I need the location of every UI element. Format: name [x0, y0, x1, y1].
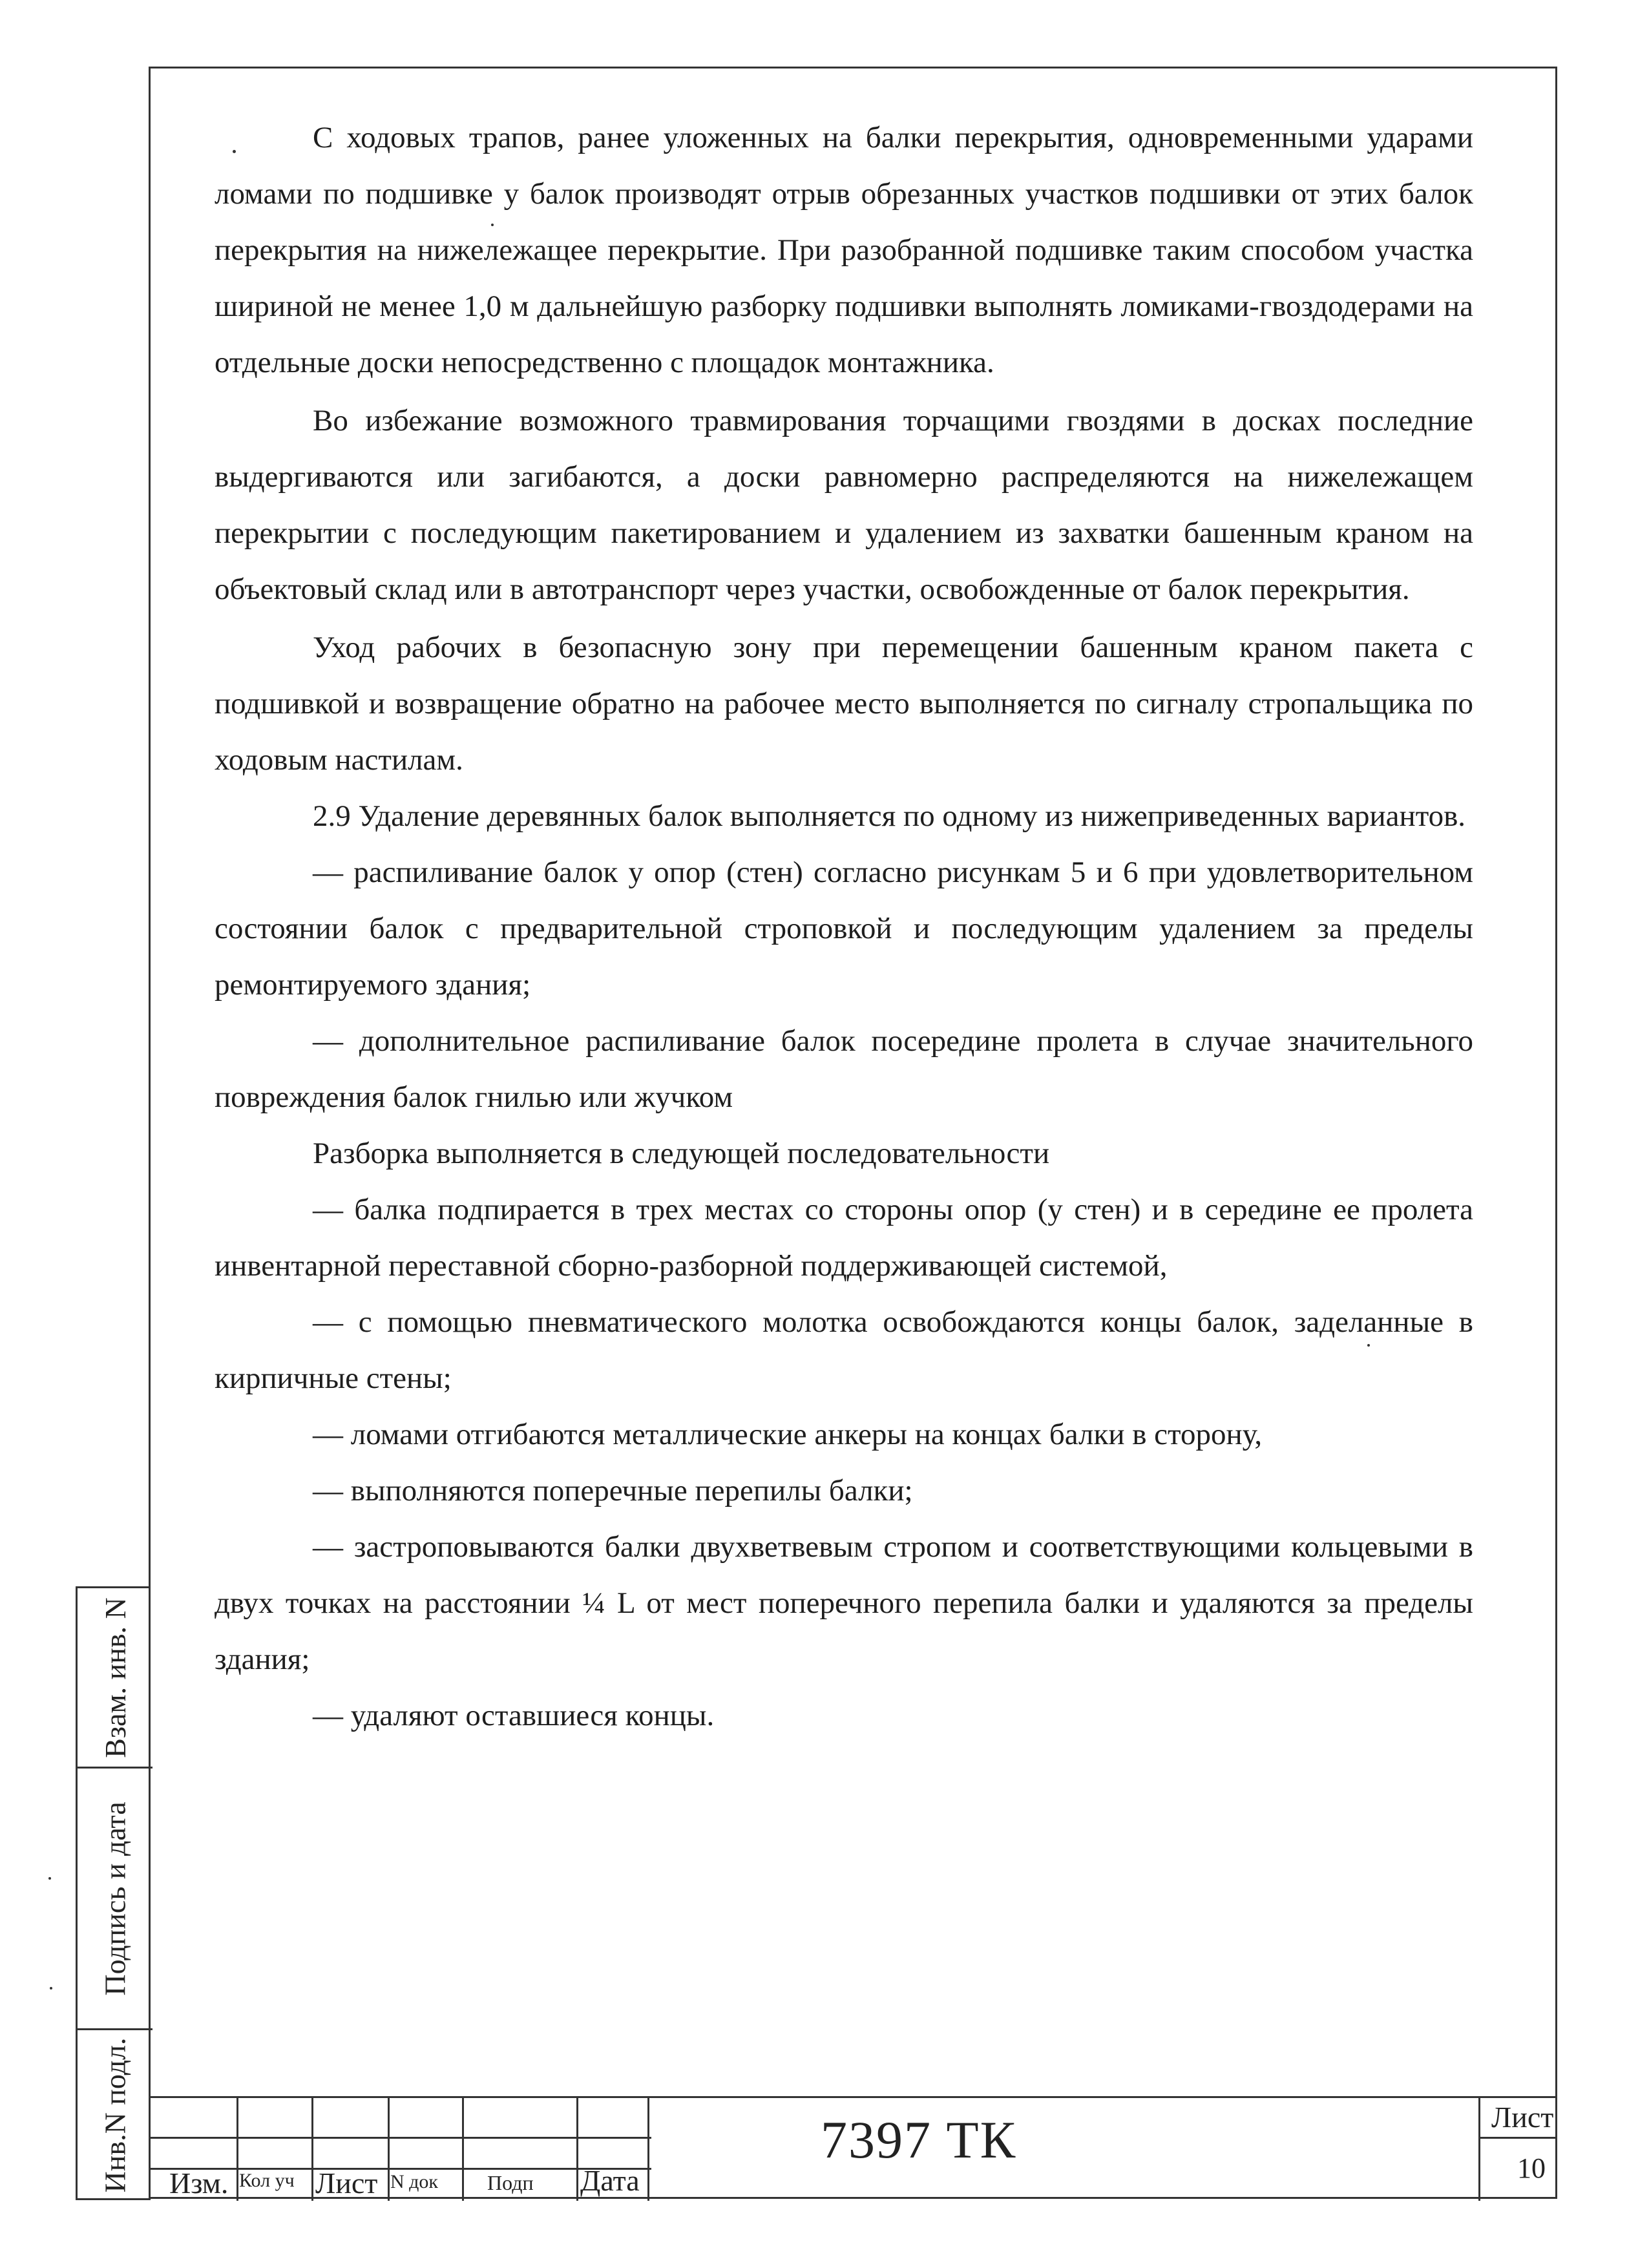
list-item: — удаляют оставшиеся концы.: [313, 1699, 715, 1732]
side-stamp-label: Инв.N подл.: [98, 2037, 132, 2193]
list-item: — распиливание балок у опор (стен) согласно рисункам 5 и 6 при удовлетворительном состоянии балок с предварительной строповкой и последующим удалением за пределы ремонтируемого здания;: [215, 856, 1473, 1002]
paragraph: Уход рабочих в безопасную зону при перемещении башенным краном пакета с подшивкой и возвращение обратно на рабочее место выполняется по сигналу стропальщика по ходовым настилам.: [215, 631, 1473, 777]
title-block-col-count: Кол уч: [239, 2170, 295, 2191]
paragraph: Во избежание возможного травмирования торчащими гвоздями в досках последние выдергиваются или загибаются, а доски равномерно распределяются на нижележащем перекрытии с последующим пакетированием и удалением из захватки башенным краном на объектовый склад или в автотранспорт через участки, освобожденные от балок перекрытия.: [215, 404, 1473, 606]
sheet-label: Лист: [1491, 2101, 1554, 2134]
scan-speck: [491, 224, 494, 226]
sheet-number: 10: [1517, 2152, 1546, 2184]
scan-speck: [1367, 1344, 1370, 1347]
list-item: — с помощью пневматического молотка освобождаются концы балок, заделанные в кирпичные стены;: [215, 1305, 1473, 1395]
scan-speck: [48, 1877, 51, 1880]
title-block-col-change: Изм.: [169, 2167, 229, 2200]
side-stamp: [76, 1586, 151, 2200]
side-stamp-cell: [78, 1769, 152, 2030]
title-block-col-sheet: Лист: [315, 2167, 378, 2200]
title-block-col-date: Дата: [580, 2164, 640, 2197]
list-item: — балка подпирается в трех местах со стороны опор (у стен) и в середине ее пролета инвентарной переставной сборно-разборной поддерживающей системой,: [215, 1193, 1473, 1283]
side-stamp-label: Взам. инв. N: [98, 1597, 132, 1758]
list-item: — дополнительное распиливание балок посередине пролета в случае значительного повреждения балок гнилью или жучком: [215, 1024, 1473, 1114]
paragraph: Разборка выполняется в следующей последовательности: [313, 1137, 1050, 1170]
list-item: — застроповываются балки двухветвевым стропом и соответствующими кольцевыми в двух точках на расстоянии ¼ L от мест поперечного перепила балки и удаляются за пределы здания;: [215, 1530, 1473, 1676]
scan-speck: [50, 1987, 52, 1990]
side-stamp-cell: [78, 2030, 152, 2200]
side-stamp-label: Подпись и дата: [98, 1801, 132, 1996]
title-block-col-sign: Подп: [487, 2171, 534, 2194]
list-item: — выполняются поперечные перепилы балки;: [313, 1474, 913, 1507]
document-code: 7397 ТК: [821, 2110, 1017, 2169]
side-stamp-cell: [78, 1588, 152, 1769]
paragraph: С ходовых трапов, ранее уложенных на балки перекрытия, одновременными ударами ломами по подшивке у балок производят отрыв обрезанных участков подшивки от этих балок перекрытия на нижележащее перекрытие. При разобранной подшивке таким способом участка шириной не менее 1,0 м дальнейшую разборку подшивки выполнять ломиками-гвоздодерами на отдельные доски непосредственно с площадок монтажника.: [215, 121, 1473, 379]
scan-speck: [233, 150, 236, 153]
main-text: [215, 110, 1473, 1744]
list-item: — ломами отгибаются металлические анкеры на концах балки в сторону,: [313, 1418, 1263, 1451]
paragraph: 2.9 Удаление деревянных балок выполняется по одному из нижеприведенных вариантов.: [313, 799, 1466, 833]
title-block-col-doc: N док: [390, 2171, 439, 2192]
